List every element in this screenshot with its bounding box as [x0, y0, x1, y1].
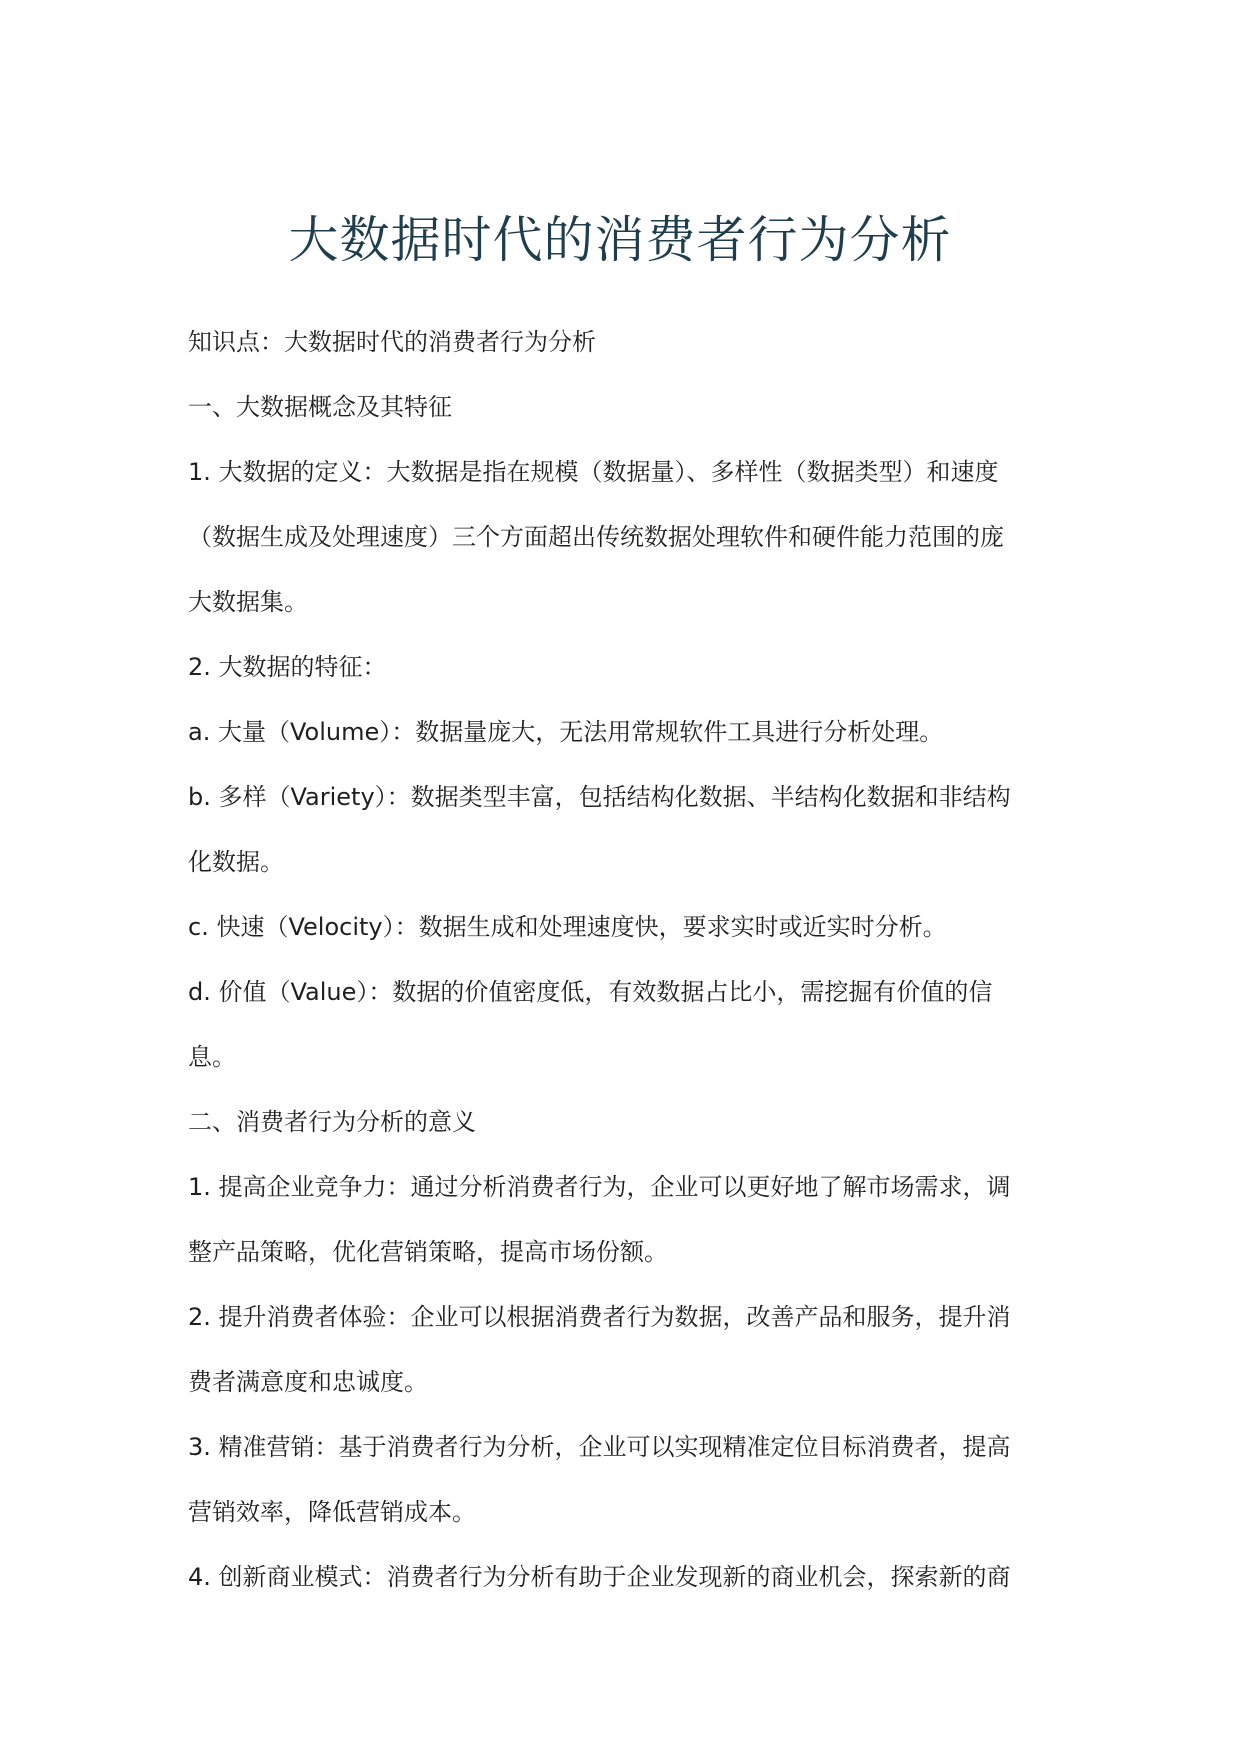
- document-body: [188, 310, 1058, 1610]
- paragraph-line: 2. 大数据的特征：: [188, 653, 387, 681]
- list-item-value: d. 价值（Value）：数据的价值密度低，有效数据占比小，需挖掘有价值的信: [188, 978, 993, 1006]
- paragraph-line: 1. 大数据的定义：大数据是指在规模（数据量）、多样性（数据类型）和速度: [188, 458, 999, 486]
- section-heading-2: 二、消费者行为分析的意义: [188, 1108, 476, 1136]
- list-item-volume: a. 大量（Volume）：数据量庞大，无法用常规软件工具进行分析处理。: [188, 718, 944, 746]
- topic-line: 知识点：大数据时代的消费者行为分析: [188, 328, 596, 356]
- paragraph-line: 4. 创新商业模式：消费者行为分析有助于企业发现新的商业机会，探索新的商: [188, 1563, 1011, 1591]
- paragraph-line: 整产品策略，优化营销策略，提高市场份额。: [188, 1238, 668, 1266]
- paragraph-line: （数据生成及处理速度）三个方面超出传统数据处理软件和硬件能力范围的庞: [188, 523, 1004, 551]
- list-item-velocity: c. 快速（Velocity）：数据生成和处理速度快，要求实时或近实时分析。: [188, 913, 947, 941]
- paragraph-line: 2. 提升消费者体验：企业可以根据消费者行为数据，改善产品和服务，提升消: [188, 1303, 1011, 1331]
- paragraph-line: 营销效率，降低营销成本。: [188, 1498, 476, 1526]
- document-title: 大数据时代的消费者行为分析: [288, 211, 952, 269]
- paragraph-line: 费者满意度和忠诚度。: [188, 1368, 428, 1396]
- section-heading-1: 一、大数据概念及其特征: [188, 393, 452, 421]
- paragraph-line: 化数据。: [188, 848, 284, 876]
- paragraph-line: 3. 精准营销：基于消费者行为分析，企业可以实现精准定位目标消费者，提高: [188, 1433, 1011, 1461]
- paragraph-line: 1. 提高企业竞争力：通过分析消费者行为，企业可以更好地了解市场需求，调: [188, 1173, 1011, 1201]
- paragraph-line: 息。: [188, 1043, 236, 1071]
- paragraph-line: 大数据集。: [188, 588, 308, 616]
- list-item-variety: b. 多样（Variety）：数据类型丰富，包括结构化数据、半结构化数据和非结构: [188, 783, 1011, 811]
